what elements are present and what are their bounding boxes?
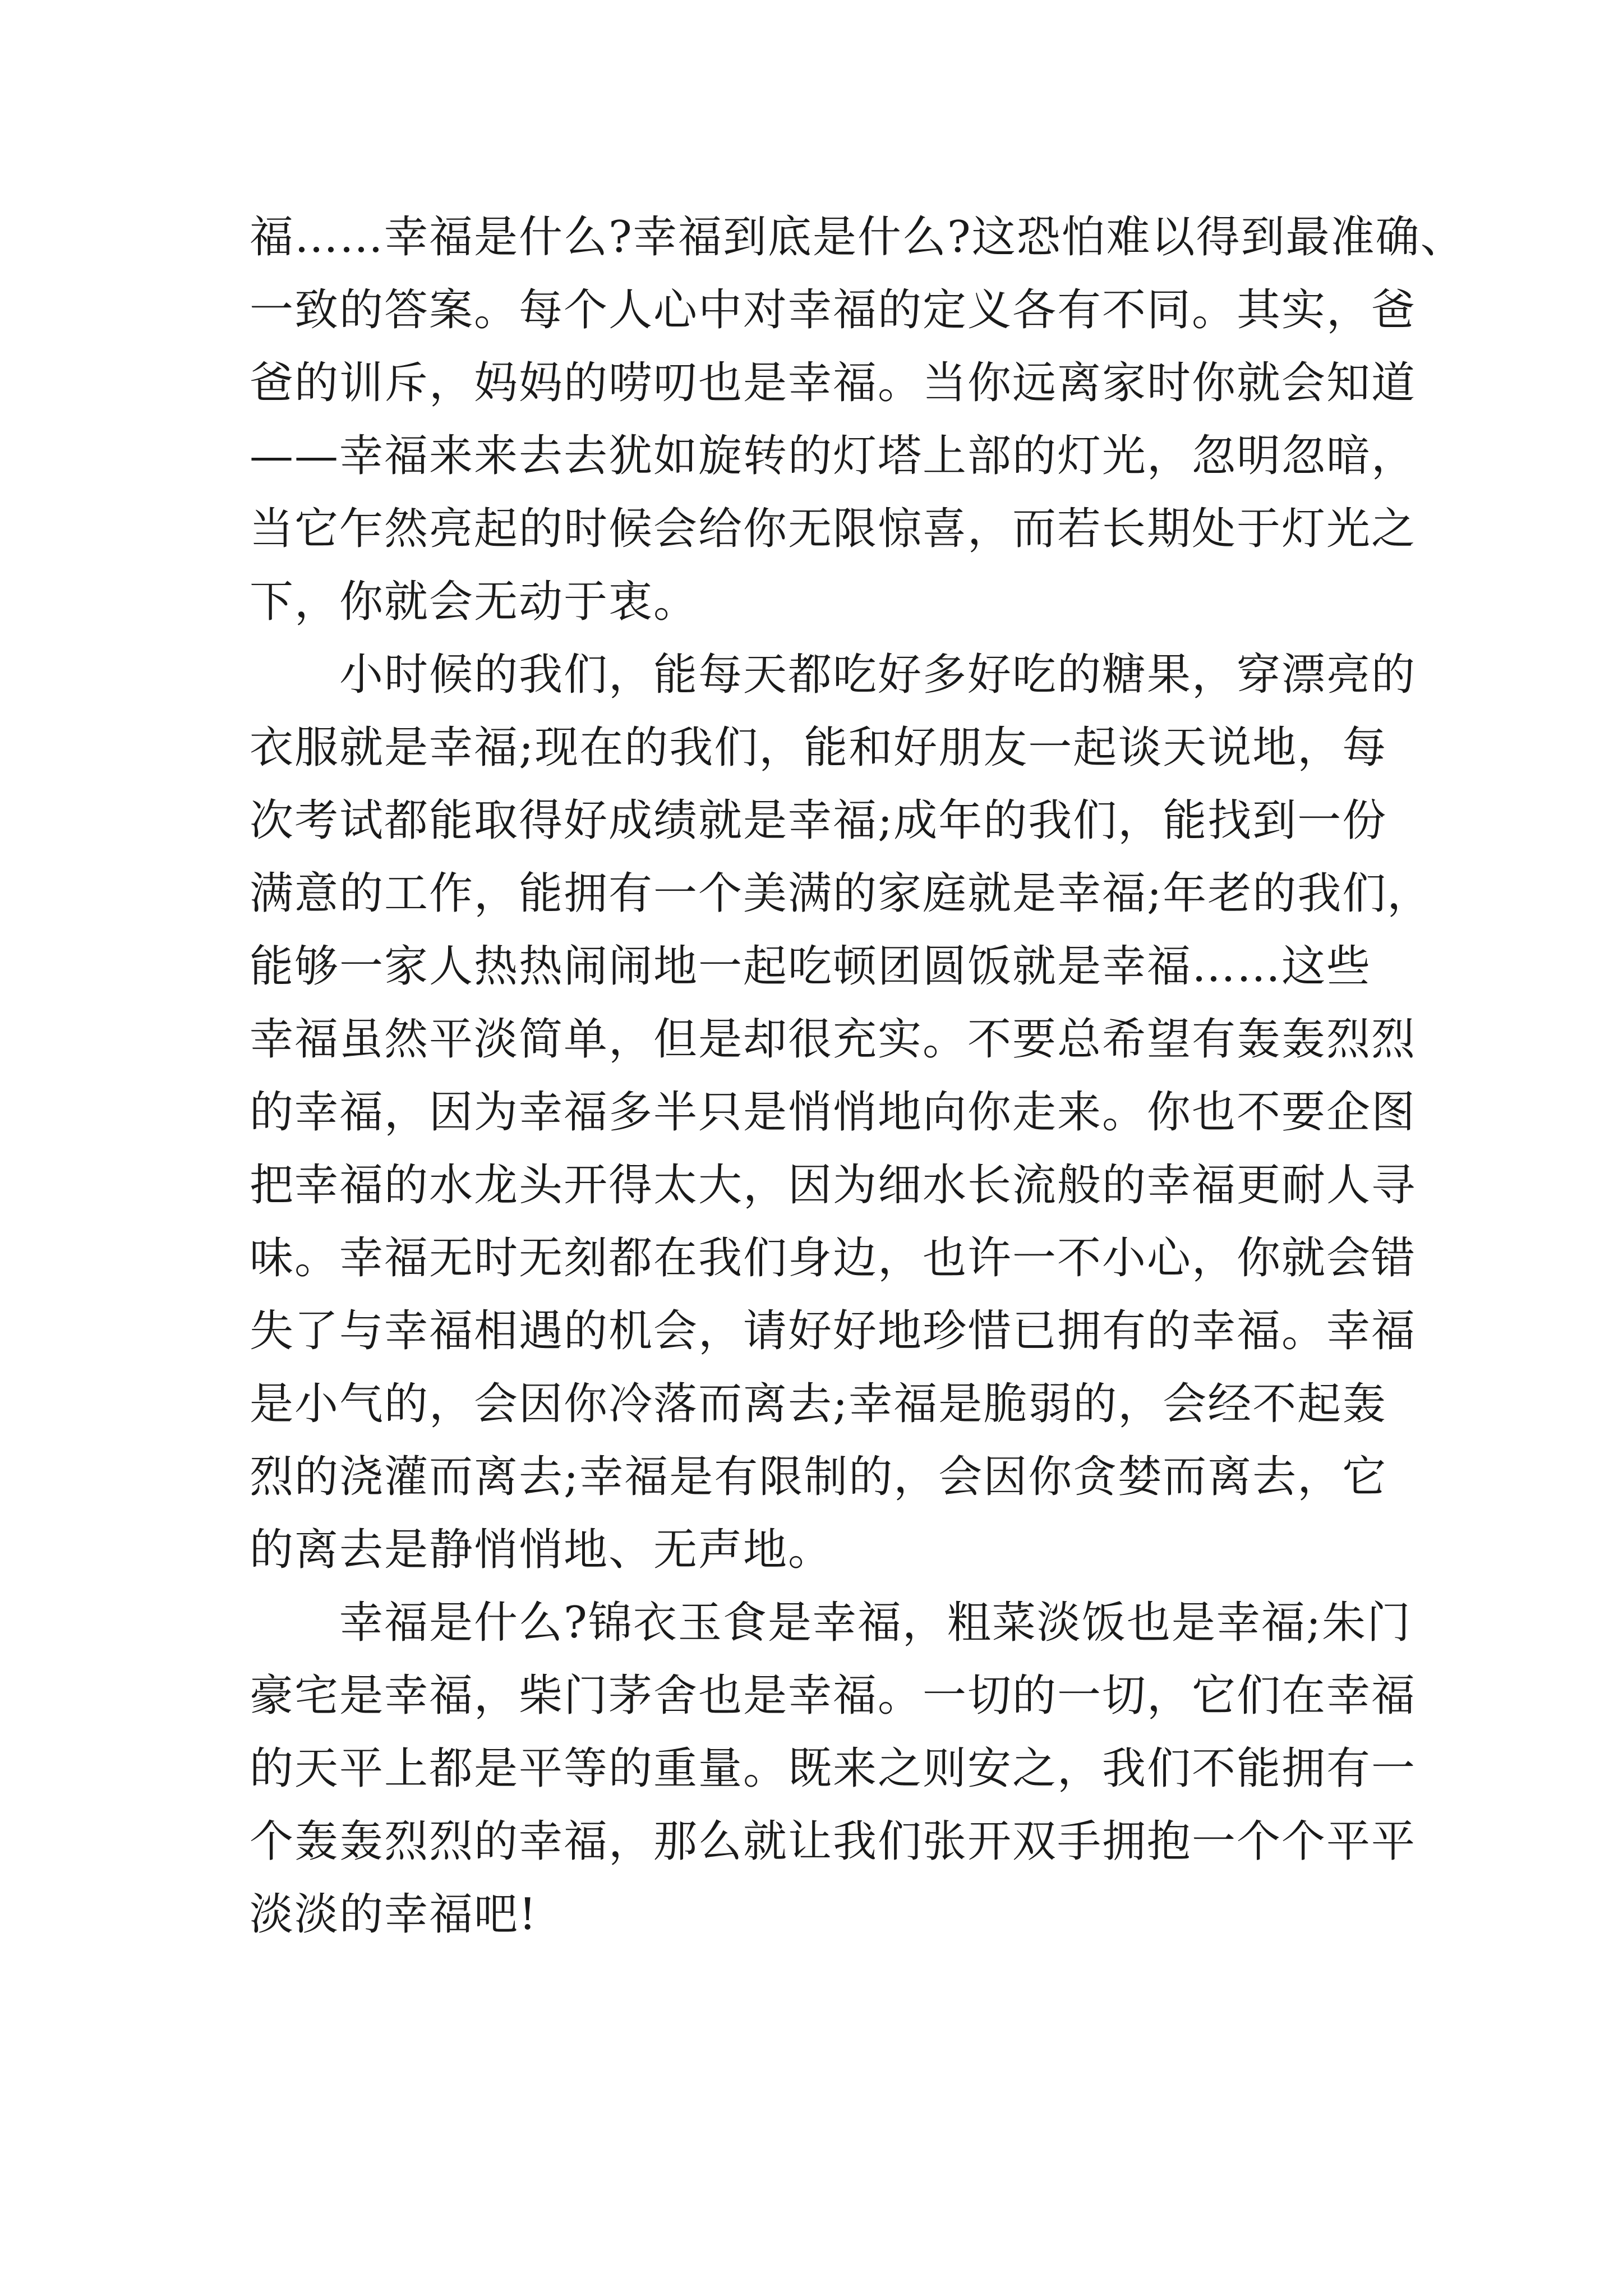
text-line: 幸福是什么?锦衣玉食是幸福，粗菜淡饭也是幸福;朱门 [339,1598,1412,1648]
text-line: 衣服就是幸福;现在的我们，能和好朋友一起谈天说地，每 [250,723,1387,773]
paragraph [250,638,1432,1586]
text-line: 当它乍然亮起的时候会给你无限惊喜，而若长期处于灯光之 [250,504,1417,554]
document-body [250,201,1465,1951]
paragraph [250,201,1465,638]
text-line: 次考试都能取得好成绩就是幸福;成年的我们，能找到一份 [250,795,1387,846]
text-line: ——幸福来来去去犹如旋转的灯塔上部的灯光，忽明忽暗， [250,431,1417,481]
text-line: 豪宅是幸福，柴门茅舍也是幸福。一切的一切，它们在幸福 [250,1671,1417,1721]
text-line: 福……幸福是什么?幸福到底是什么?这恐怕难以得到最准确、 [250,212,1465,263]
text-line: 是小气的，会因你冷落而离去;幸福是脆弱的，会经不起轰 [250,1379,1387,1429]
text-line: 味。幸福无时无刻都在我们身边，也许一不小心，你就会错 [250,1233,1417,1283]
text-line: 满意的工作，能拥有一个美满的家庭就是幸福;年老的我们， [250,868,1432,919]
text-line: 的离去是静悄悄地、无声地。 [250,1525,833,1575]
text-line: 下，你就会无动于衷。 [250,577,699,627]
text-line: 一致的答案。每个人心中对幸福的定义各有不同。其实，爸 [250,285,1417,335]
text-line: 爸的训斥，妈妈的唠叨也是幸福。当你远离家时你就会知道 [250,358,1417,408]
text-line: 失了与幸福相遇的机会，请好好地珍惜已拥有的幸福。幸福 [250,1306,1417,1356]
text-line: 能够一家人热热闹闹地一起吃顿团圆饭就是幸福……这些 [250,941,1372,992]
paragraph [250,1586,1417,1951]
text-line: 的幸福，因为幸福多半只是悄悄地向你走来。你也不要企图 [250,1087,1417,1138]
text-line: 烈的浇灌而离去;幸福是有限制的，会因你贪婪而离去，它 [250,1452,1387,1502]
text-line: 个轰轰烈烈的幸福，那么就让我们张开双手拥抱一个个平平 [250,1816,1417,1867]
text-line: 淡淡的幸福吧! [250,1889,538,1940]
text-line: 把幸福的水龙头开得太大，因为细水长流般的幸福更耐人寻 [250,1160,1417,1211]
text-line: 的天平上都是平等的重量。既来之则安之，我们不能拥有一 [250,1743,1417,1794]
text-line: 幸福虽然平淡简单，但是却很充实。不要总希望有轰轰烈烈 [250,1014,1417,1065]
text-line: 小时候的我们，能每天都吃好多好吃的糖果，穿漂亮的 [339,650,1417,700]
